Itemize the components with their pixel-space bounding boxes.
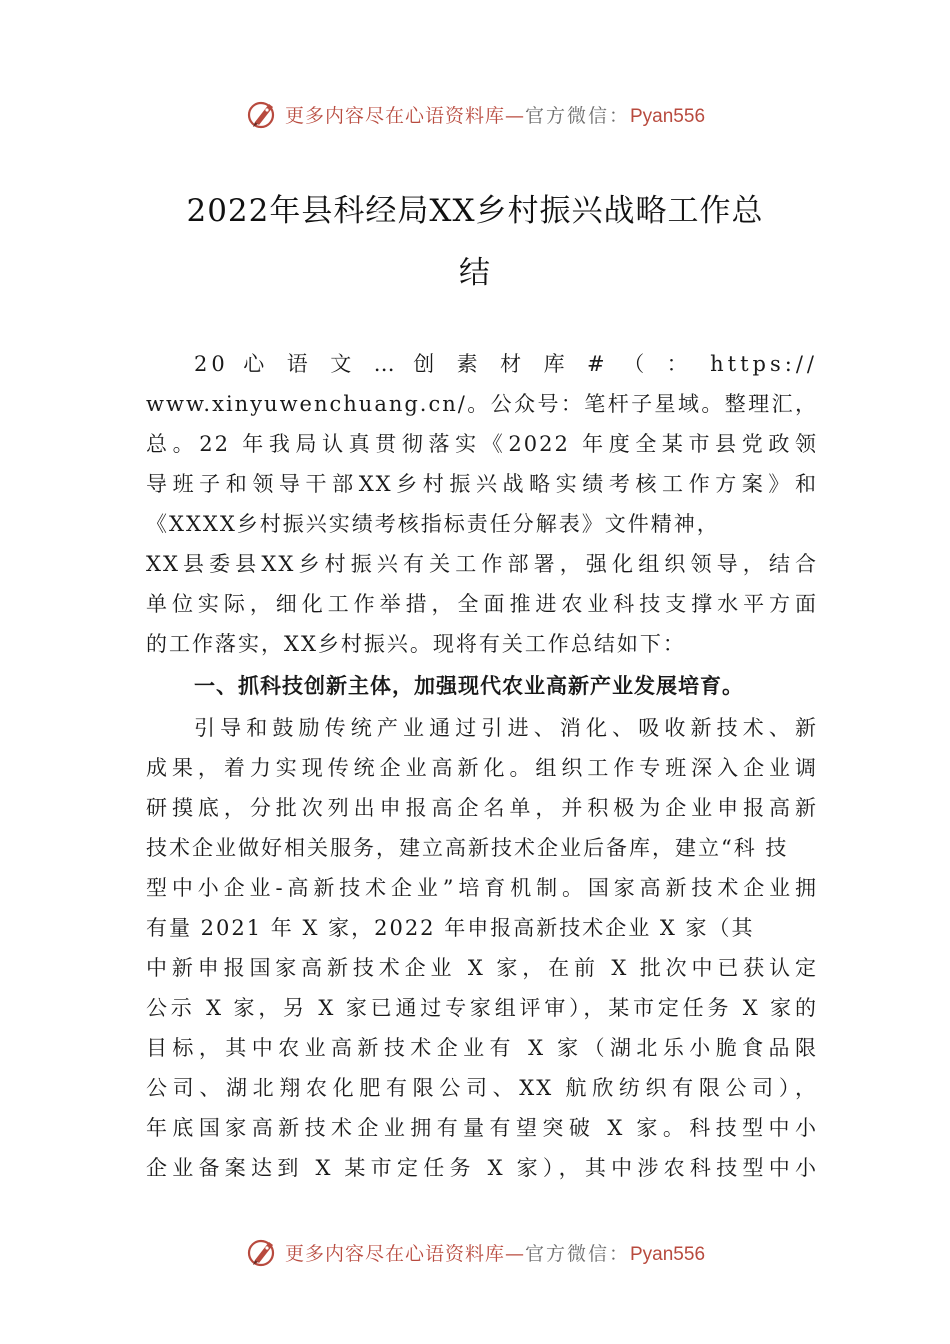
body-line: 总。22 年我局认真贯彻落实《2022 年度全某市县党政领 — [146, 432, 818, 456]
body-line: 公司、湖北翔农化肥有限公司、XX 航欣纺织有限公司）， — [146, 1076, 818, 1100]
body-line: 公示 X 家，另 X 家已通过专家组评审），某市定任务 X 家的 — [146, 996, 818, 1020]
title-line-2: 结 — [459, 255, 491, 291]
body-line: 中新申报国家高新技术企业 X 家，在前 X 批次中已获认定 — [146, 956, 818, 980]
footer-banner — [0, 1232, 950, 1272]
body-line: 单位实际，细化工作举措，全面推进农业科技支撑水平方面 — [146, 592, 818, 616]
body-line: 《XXXX乡村振兴实绩考核指标责任分解表》文件精神， — [146, 512, 720, 536]
document-body — [146, 344, 818, 1188]
banner-wechat-id: Pyan556 — [630, 1243, 706, 1265]
pen-nib-logo-icon — [245, 96, 281, 132]
banner-wechat-id: Pyan556 — [630, 105, 706, 127]
body-line: 有量 2021 年 X 家，2022 年申报高新技术企业 X 家（其 — [146, 916, 755, 940]
body-line: 的工作落实，XX乡村振兴。现将有关工作总结如下： — [146, 632, 686, 656]
header-banner — [0, 94, 950, 134]
body-line: 年底国家高新技术企业拥有量有望突破 X 家。科技型中小 — [146, 1116, 818, 1140]
banner-wechat-label: 官方微信： — [524, 104, 630, 127]
pen-nib-logo-icon — [245, 1234, 281, 1270]
body-line: XX县委县XX乡村振兴有关工作部署，强化组织领导，结合 — [146, 552, 818, 576]
body-line: 型中小企业-高新技术企业”培育机制。国家高新技术企业拥 — [146, 876, 818, 900]
body-line: 研摸底，分批次列出申报高企名单，并积极为企业申报高新 — [146, 796, 818, 820]
banner-text — [285, 101, 705, 128]
banner-main-text: 更多内容尽在心语资料库— — [284, 104, 525, 127]
section-heading-1: 一、抓科技创新主体，加强现代农业高新产业发展培育。 — [194, 674, 744, 698]
banner-text — [285, 1239, 705, 1266]
banner-main-text: 更多内容尽在心语资料库— — [284, 1242, 525, 1265]
body-line: 引导和鼓励传统产业通过引进、消化、吸收新技术、新 — [194, 716, 818, 740]
body-line: www.xinyuwenchuang.cn/。公众号：笔杆子星域。整理汇， — [146, 392, 818, 416]
document-title — [100, 180, 850, 304]
title-line-1: 2022年县科经局XX乡村振兴战略工作总 — [186, 193, 764, 229]
body-line: 20 心 语 文 … 创 素 材 库 # （ ： https:// — [194, 352, 818, 376]
body-line: 导班子和领导干部XX乡村振兴战略实绩考核工作方案》和 — [146, 472, 818, 496]
banner-wechat-label: 官方微信： — [524, 1242, 630, 1265]
body-line: 成果，着力实现传统企业高新化。组织工作专班深入企业调 — [146, 756, 818, 780]
body-line: 技术企业做好相关服务，建立高新技术企业后备库，建立“科 技 — [146, 836, 789, 860]
body-line: 目标，其中农业高新技术企业有 X 家（湖北乐小脆食品限 — [146, 1036, 818, 1060]
body-line: 企业备案达到 X 某市定任务 X 家），其中涉农科技型中小 — [146, 1156, 818, 1180]
